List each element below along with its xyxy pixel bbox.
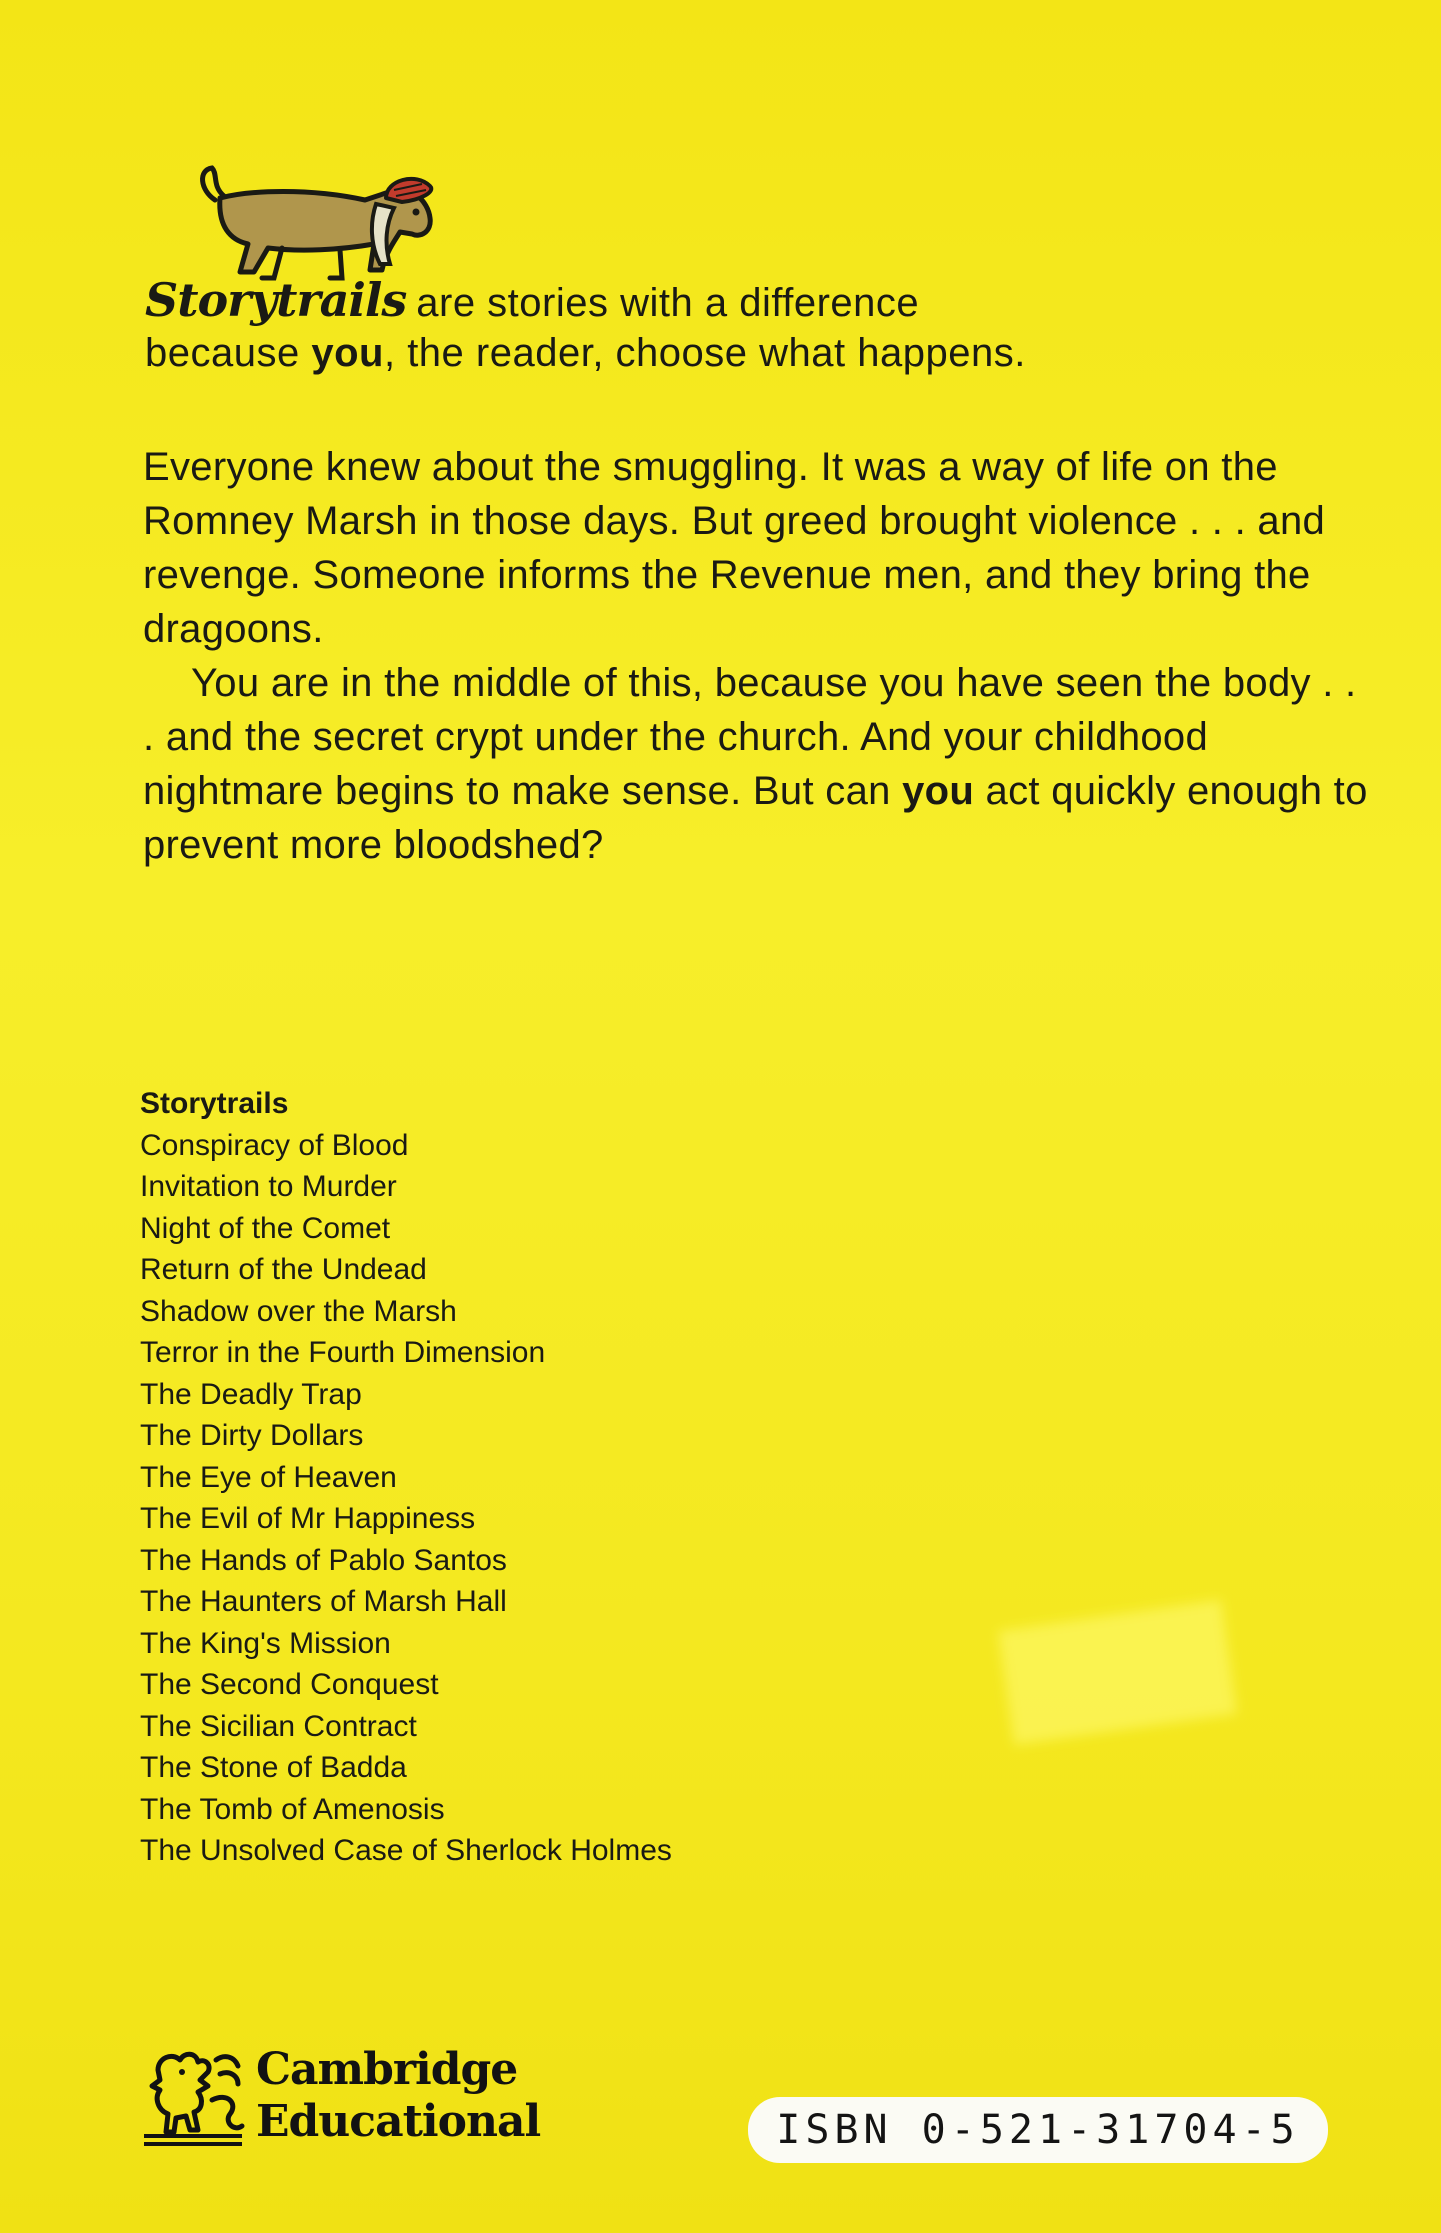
list-item: Night of the Comet: [140, 1211, 391, 1245]
list-item: The Tomb of Amenosis: [140, 1792, 445, 1826]
list-item: Invitation to Murder: [140, 1170, 397, 1203]
list-item: The Evil of Mr Happiness: [140, 1502, 476, 1535]
list-item: The Unsolved Case of Sherlock Holmes: [140, 1834, 672, 1867]
cover-scuff-mark: [998, 1600, 1237, 1745]
series-titles: [140, 1125, 940, 1872]
publisher-name: Cambridge Educational: [256, 2044, 541, 2147]
list-item: The Sicilian Contract: [140, 1709, 417, 1743]
list-item: Shadow over the Marsh: [140, 1294, 457, 1328]
publisher-logo: [138, 2040, 558, 2160]
list-item: The Haunters of Marsh Hall: [140, 1585, 507, 1618]
list-item: Return of the Undead: [140, 1253, 427, 1286]
list-item: Terror in the Fourth Dimension: [140, 1336, 546, 1369]
emphasis-you: you: [902, 769, 975, 813]
emphasis-you: you: [311, 331, 384, 375]
intro-line-2: because you, the reader, choose what happens.: [145, 331, 1026, 375]
list-item: The Stone of Badda: [140, 1751, 407, 1784]
intro-line-1: Storytrails are stories with a difference: [145, 273, 920, 327]
list-item: The Eye of Heaven: [140, 1460, 397, 1494]
series-list-title: Storytrails: [140, 1087, 289, 1120]
list-item: The Second Conquest: [140, 1668, 439, 1701]
storytrails-wordmark: Storytrails: [145, 273, 407, 327]
story-blurb: [143, 440, 1373, 872]
lion-crest-icon: [138, 2040, 248, 2150]
series-list: [140, 1083, 940, 1872]
list-item: Conspiracy of Blood: [140, 1128, 409, 1162]
list-item: The Hands of Pablo Santos: [140, 1543, 507, 1577]
blurb-paragraph-1: Everyone knew about the smuggling. It was a way of life on the Romney Marsh in those days. But greed brought violence . . . and revenge. Someone informs the Revenue men, and they bring the dragoons.: [143, 445, 1326, 651]
isbn-label: ISBN 0-521-31704-5: [748, 2097, 1328, 2163]
list-item: The Dirty Dollars: [140, 1419, 364, 1452]
blurb-paragraph-2: You are in the middle of this, because you have seen the body . . . and the secret crypt under the church. And your childhood nightmare begins to make sense. But can you act quickly enough to prevent more bloodshed?: [143, 661, 1368, 867]
list-item: The King's Mission: [140, 1626, 391, 1660]
series-intro: [145, 275, 1295, 378]
list-item: The Deadly Trap: [140, 1377, 362, 1411]
